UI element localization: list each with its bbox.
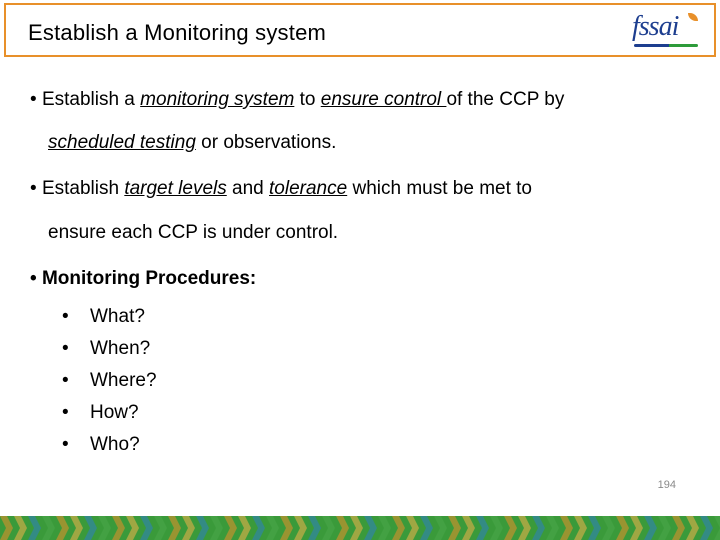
bullet-2-line-2 (48, 222, 338, 244)
sub-item-where: Where? (90, 370, 157, 391)
emphasis-text: scheduled testing (48, 132, 196, 153)
sub-item (62, 434, 69, 456)
logo-underline (634, 44, 698, 47)
sub-item-how: How? (90, 402, 139, 423)
bullet-dot: • (30, 178, 37, 199)
sub-item (62, 306, 69, 328)
text: Establish (41, 178, 125, 199)
bullet-dot: • (30, 89, 37, 110)
text: Establish a (41, 89, 141, 110)
emphasis-text: target levels (124, 178, 227, 199)
emphasis-text: ensure control (320, 89, 447, 110)
chevron-pattern-icon (0, 516, 720, 540)
fssai-logo (632, 11, 702, 51)
text: ensure each CCP is under control. (48, 222, 339, 243)
emphasis-text: monitoring system (140, 89, 295, 110)
sub-item-when: When? (90, 338, 151, 359)
sub-bullet-dot: • (62, 306, 69, 327)
bullet-2-line-1 (30, 178, 532, 200)
slide-title: Establish a Monitoring system (28, 20, 327, 45)
sub-bullet-dot: • (62, 338, 69, 359)
text: or observations. (195, 132, 337, 153)
bullet-1-line-1 (30, 89, 564, 111)
text: to (294, 89, 321, 110)
logo-leaf-icon (688, 13, 698, 21)
sub-item-what: What? (90, 306, 145, 327)
text: and (226, 178, 270, 199)
logo-text: fssai (632, 11, 679, 42)
bullet-1-line-2 (48, 132, 336, 154)
page-number: 194 (657, 479, 676, 491)
text: of the CCP by (446, 89, 565, 110)
text: which must be met to (347, 178, 532, 199)
sub-bullet-dot: • (62, 370, 69, 391)
sub-bullet-dot: • (62, 402, 69, 423)
emphasis-text: tolerance (269, 178, 348, 199)
sub-item (62, 370, 69, 392)
monitoring-procedures-heading: Monitoring Procedures: (41, 268, 257, 289)
title-box (4, 3, 716, 57)
sub-item (62, 402, 69, 424)
bottom-decorative-bar (0, 516, 720, 540)
bullet-3-heading (30, 268, 256, 290)
sub-item (62, 338, 69, 360)
bullet-dot: • (30, 268, 37, 289)
sub-bullet-dot: • (62, 434, 69, 455)
sub-item-who: Who? (90, 434, 140, 455)
